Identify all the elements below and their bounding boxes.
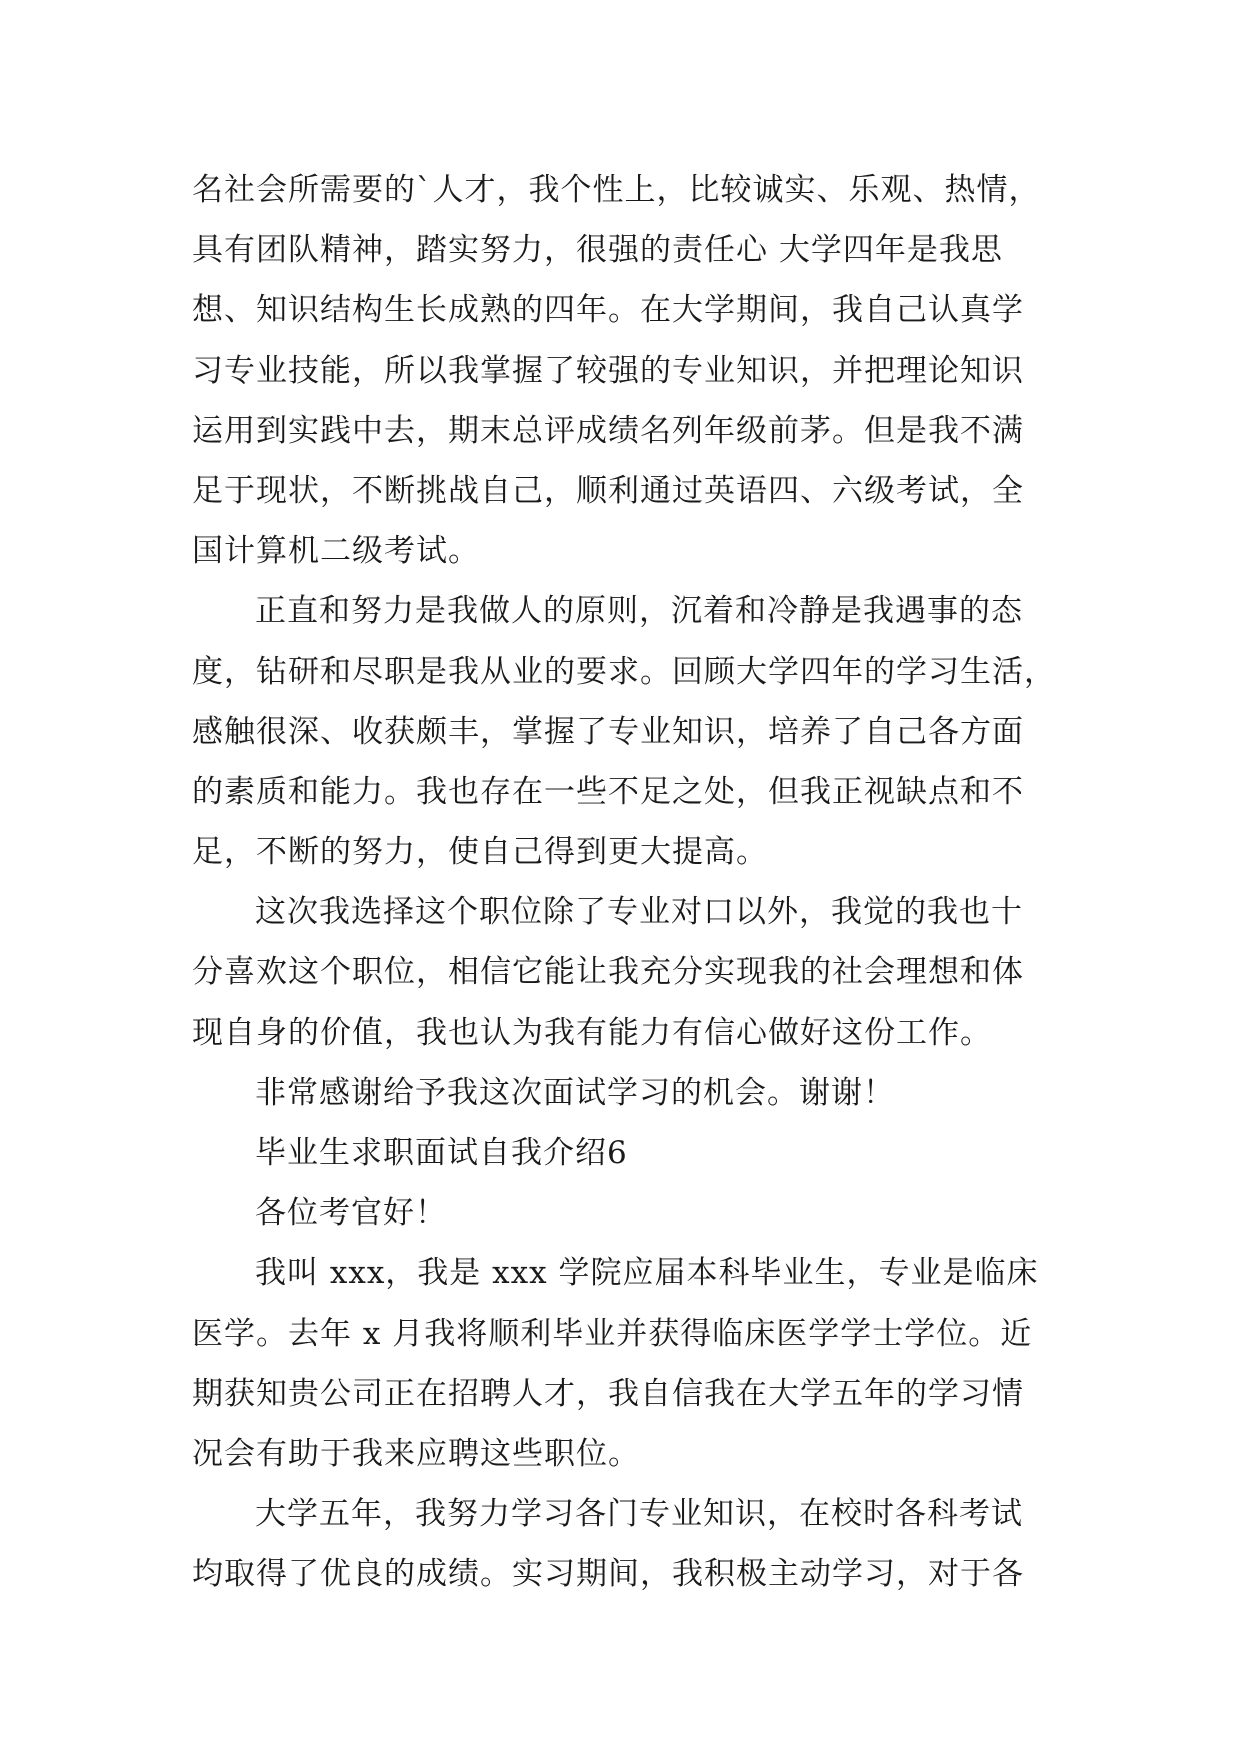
text-line: 我叫 xxx，我是 xxx 学院应届本科毕业生，专业是临床 (255, 1255, 1039, 1292)
text-line: 感触很深、收获颇丰，掌握了专业知识，培养了自己各方面 (192, 713, 1024, 750)
text-line: 足，不断的努力，使自己得到更大提高。 (192, 834, 768, 871)
text-line: 国计算机二级考试。 (192, 533, 480, 570)
paragraph-principles (192, 581, 1062, 882)
text-line: 医学。去年 x 月我将顺利毕业并获得临床医学学士学位。近 (192, 1315, 1033, 1352)
text-line: 想、知识结构生长成熟的四年。在大学期间，我自己认真学 (192, 292, 1024, 329)
document-body (192, 160, 1062, 1605)
paragraph-position-choice (192, 882, 1062, 1063)
text-line: 正直和努力是我做人的原则，沉着和冷静是我遇事的态 (255, 593, 1023, 630)
text-line: 现自身的价值，我也认为我有能力有信心做好这份工作。 (192, 1014, 992, 1051)
text-line: 大学五年，我努力学习各门专业知识，在校时各科考试 (255, 1496, 1023, 1533)
text-line: 均取得了优良的成绩。实习期间，我积极主动学习，对于各 (192, 1556, 1024, 1593)
text-line: 这次我选择这个职位除了专业对口以外，我觉的我也十 (255, 894, 1023, 931)
text-line: 足于现状，不断挑战自己，顺利通过英语四、六级考试，全 (192, 472, 1024, 509)
text-line: 名社会所需要的`人才，我个性上，比较诚实、乐观、热情， (192, 172, 1041, 208)
section-heading: 毕业生求职面试自我介绍6 (255, 1135, 628, 1171)
greeting-line: 各位考官好！ (255, 1195, 447, 1232)
paragraph-character-summary (192, 160, 1062, 581)
text-line: 运用到实践中去，期末总评成绩名列年级前茅。但是我不满 (192, 412, 1024, 449)
text-line: 的素质和能力。我也存在一些不足之处，但我正视缺点和不 (192, 773, 1024, 810)
text-line: 况会有助于我来应聘这些职位。 (192, 1435, 640, 1472)
paragraph-introduction (192, 1243, 1062, 1484)
text-line: 具有团队精神，踏实努力，很强的责任心 大学四年是我思 (192, 232, 1003, 269)
text-line: 习专业技能，所以我掌握了较强的专业知识，并把理论知识 (192, 352, 1024, 389)
text-line: 期获知贵公司正在招聘人才，我自信我在大学五年的学习情 (192, 1375, 1024, 1412)
paragraph-university-study (192, 1484, 1062, 1604)
text-line: 分喜欢这个职位，相信它能让我充分实现我的社会理想和体 (192, 954, 1024, 991)
thanks-line: 非常感谢给予我这次面试学习的机会。谢谢！ (255, 1074, 895, 1111)
text-line: 度，钻研和尽职是我从业的要求。回顾大学四年的学习生活， (192, 653, 1056, 690)
